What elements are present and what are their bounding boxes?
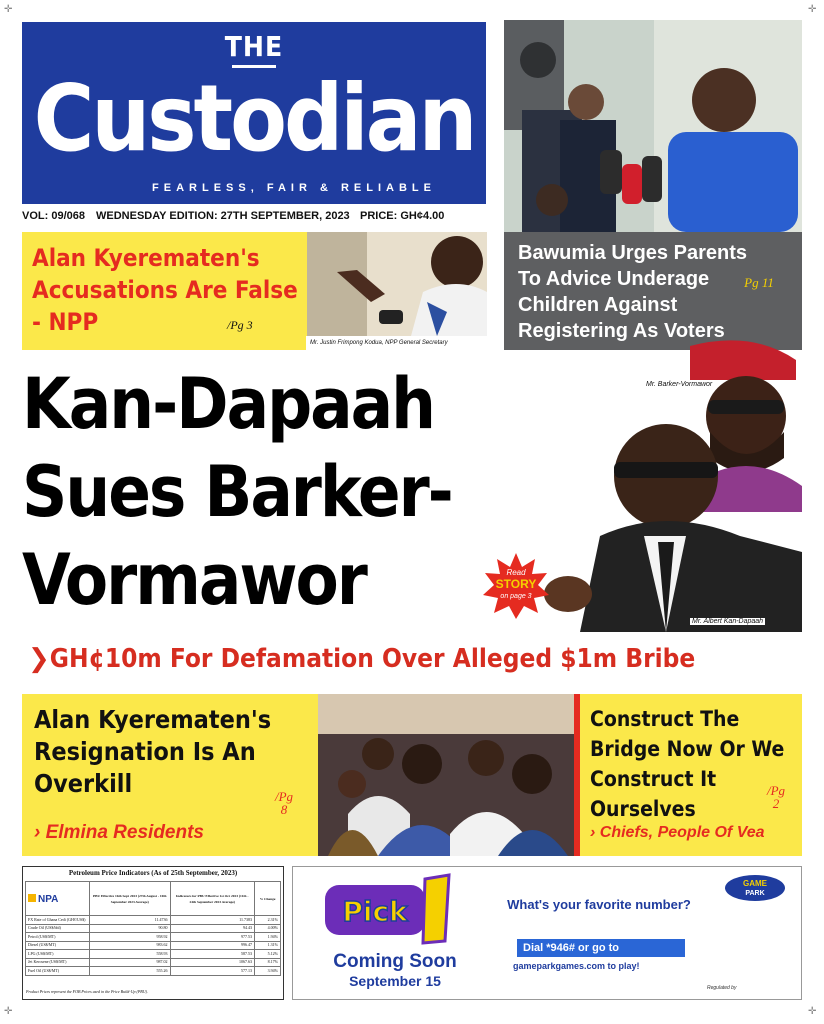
red-accent-bar	[574, 694, 580, 856]
table-cell: LPG (US$/MT)	[26, 950, 90, 959]
advert-website[interactable]: gameparkgames.com to play!	[513, 961, 640, 971]
read-story-burst[interactable]	[483, 553, 549, 619]
volume-number: VOL: 09/068	[22, 210, 85, 222]
table-cell: Fuel Oil (US$/MT)	[26, 967, 90, 976]
table-cell: 996.47	[170, 941, 254, 950]
alan-resignation-story[interactable]	[22, 694, 318, 856]
chevron-right-icon: ❯	[28, 644, 50, 674]
burst-story: STORY	[495, 577, 537, 591]
alan-accusations-page-ref: /Pg 3	[227, 318, 253, 332]
alan-resignation-headline[interactable]: Alan Kyerematen's Resignation Is An Overkill	[34, 705, 272, 798]
bawumia-headline[interactable]: Bawumia Urges Parents To Advice Underage Children Against Registering As Voters	[518, 242, 747, 342]
table-cell: 11.7383	[170, 916, 254, 925]
advert-regulated: Regulated by	[707, 985, 737, 991]
table-cell: Petrol (US$/MT)	[26, 933, 90, 942]
table-cell: 1.94%	[255, 933, 281, 942]
table-row	[26, 958, 281, 967]
table-cell: 577.13	[170, 967, 254, 976]
table-cell: 555.26	[90, 967, 171, 976]
table-cell: Diesel (US$/MT)	[26, 941, 90, 950]
table-row	[26, 916, 281, 925]
registration-mark-icon: ✛	[4, 4, 13, 15]
table-cell: 2.31%	[255, 916, 281, 925]
petroleum-table-header-row	[26, 882, 281, 916]
registration-mark-icon: ✛	[808, 4, 817, 15]
bridge-headline[interactable]: Construct The Bridge Now Or We Construct It Ourselves	[590, 707, 785, 821]
masthead-tagline: FEARLESS, FAIR & RELIABLE	[152, 182, 436, 194]
edition-info-strip	[22, 206, 486, 228]
table-cell: 958.92	[90, 933, 171, 942]
advert-question: What's your favorite number?	[507, 897, 691, 912]
table-cell: 987.02	[90, 958, 171, 967]
petroleum-col-header: % Change	[255, 882, 281, 916]
pick1-advert[interactable]	[292, 866, 802, 1000]
table-cell: 1.31%	[255, 941, 281, 950]
petroleum-footnote: Product Prices represent the FOB Prices used in the Price Build-Up (PBU).	[26, 989, 148, 994]
table-cell: 11.4736	[90, 916, 171, 925]
table-cell: 8.17%	[255, 958, 281, 967]
npa-logo: NPA	[28, 894, 58, 905]
masthead	[22, 22, 486, 204]
price: PRICE: GH¢4.00	[360, 210, 445, 222]
masthead-the: THE	[224, 30, 284, 63]
crowd-photo	[318, 694, 574, 856]
table-cell: Crude Oil (US$/bbl)	[26, 924, 90, 933]
table-row	[26, 950, 281, 959]
table-cell: 5.12%	[255, 950, 281, 959]
advert-date: September 15	[349, 973, 441, 989]
chevron-right-icon: ›	[34, 822, 41, 843]
table-cell: 90.80	[90, 924, 171, 933]
burst-read: Read	[506, 568, 526, 577]
edition-date: WEDNESDAY EDITION: 27TH SEPTEMBER, 2023	[96, 210, 350, 222]
bridge-page-ref: /Pg 2	[766, 783, 786, 811]
npa-logo-cell	[26, 882, 90, 916]
kodua-photo	[307, 232, 487, 336]
petroleum-price-table-box	[22, 866, 284, 1000]
petroleum-col-header: Indicators for PBU Effective 1st Oct 2023 (11th - 24th September 2023 Average)	[170, 882, 254, 916]
pick1-brand-text: Pick	[342, 895, 408, 928]
alan-accusations-story[interactable]	[22, 232, 486, 350]
table-cell: 4.00%	[255, 924, 281, 933]
burst-page: on page 3	[500, 593, 532, 600]
table-cell: Jet Kerosene (US$/MT)	[26, 958, 90, 967]
table-cell: 977.53	[170, 933, 254, 942]
starburst-icon	[483, 553, 549, 619]
game-park-text: GAME	[743, 879, 767, 888]
table-cell: FX Rate of Ghana Cedi (GH¢/US$)	[26, 916, 90, 925]
svg-text:PARK: PARK	[745, 890, 765, 897]
advert-coming-soon: Coming Soon	[333, 951, 457, 972]
alan-accusations-headline[interactable]: Alan Kyerematen's Accusations Are False - NPP	[32, 244, 298, 336]
bawumia-page-ref: Pg 11	[744, 275, 774, 290]
alan-resignation-subheadline	[34, 822, 204, 844]
table-cell: 1067.63	[170, 958, 254, 967]
bawumia-press-photo	[504, 20, 802, 232]
table-row	[26, 941, 281, 950]
petroleum-table	[25, 881, 281, 976]
bawumia-story[interactable]	[504, 232, 802, 350]
crowd-gathering-photo	[318, 694, 574, 856]
table-cell: 587.53	[170, 950, 254, 959]
petroleum-table-title: Petroleum Price Indicators (As of 25th September, 2023)	[68, 869, 238, 877]
main-headline-line-1: Kan-Dapaah	[22, 363, 434, 445]
chevron-right-icon: ›	[590, 824, 596, 841]
alan-resignation-page-ref: /Pg 8	[274, 789, 294, 817]
kodua-photo-caption: Mr. Justin Frimpong Kodua, NPP General Secretary	[306, 336, 486, 350]
registration-mark-icon: ✛	[808, 1006, 817, 1017]
bridge-subheadline	[590, 824, 765, 842]
bridge-story[interactable]	[574, 694, 802, 856]
advert-dial-code[interactable]: Dial *946# or go to	[517, 939, 685, 957]
main-headline-line-3: Vormawor	[22, 539, 366, 621]
main-subheadline[interactable]	[28, 642, 808, 676]
table-row	[26, 967, 281, 976]
table-cell: 3.94%	[255, 967, 281, 976]
main-subheadline-text: GH¢10m For Defamation Over Alleged $1m Bribe	[49, 644, 696, 674]
bawumia-photo	[504, 20, 802, 232]
pick1-logo	[321, 871, 471, 951]
registration-mark-icon: ✛	[4, 1006, 13, 1017]
game-park-logo	[723, 873, 787, 903]
main-headline-line-2: Sues Barker-	[22, 451, 452, 533]
table-cell: 94.43	[170, 924, 254, 933]
petroleum-col-header: PBU Effective 16th Sept 2023 (27th August - 10th September 2023 Average)	[90, 882, 171, 916]
alan-resignation-subheadline-text: Elmina Residents	[45, 822, 204, 843]
table-row	[26, 933, 281, 942]
kodua-speaking-photo	[307, 232, 487, 336]
barker-photo-caption: Mr. Barker-Vormawor	[646, 381, 713, 388]
table-cell: 983.62	[90, 941, 171, 950]
kan-dapaah-photo-caption: Mr. Albert Kan-Dapaah	[692, 618, 764, 625]
newspaper-title: Custodian	[33, 65, 475, 172]
table-cell: 558.93	[90, 950, 171, 959]
bridge-subheadline-text: Chiefs, People Of Vea	[599, 824, 765, 841]
table-row	[26, 924, 281, 933]
